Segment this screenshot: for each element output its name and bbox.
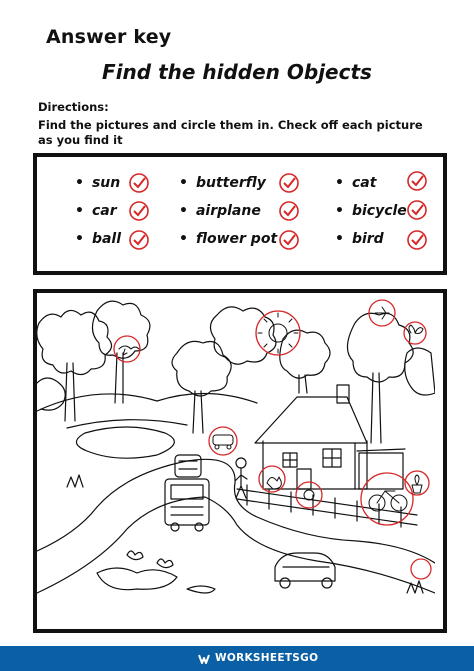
directions-heading: Directions:	[38, 100, 109, 114]
word-label: bicycle	[351, 203, 407, 219]
word-item-cat: • cat	[335, 175, 377, 191]
word-label: ball	[91, 231, 122, 247]
word-label: bird	[351, 231, 384, 247]
checkmark-icon[interactable]	[279, 230, 299, 250]
word-item-bicycle: • bicycle	[335, 203, 407, 219]
word-list-box	[33, 153, 447, 275]
word-label: sun	[91, 175, 121, 191]
grass	[67, 475, 83, 487]
person	[235, 458, 247, 498]
word-label: cat	[351, 175, 377, 191]
worksheetsgo-logo-icon	[197, 652, 211, 666]
cat-icon	[267, 477, 281, 489]
page-title: Find the hidden Objects	[102, 60, 372, 84]
checkmark-icon[interactable]	[407, 171, 427, 191]
word-item-ball: • ball	[75, 231, 122, 247]
checkmark-icon[interactable]	[407, 230, 427, 250]
word-item-flower-pot: • flower pot	[179, 231, 278, 247]
word-label: airplane	[195, 203, 261, 219]
ball-circle	[296, 482, 322, 508]
word-label: butterfly	[195, 175, 266, 191]
word-item-sun: • sun	[75, 175, 121, 191]
trees-middle	[172, 307, 330, 433]
airplane-icon	[375, 307, 389, 319]
butterfly-icon	[409, 325, 423, 334]
answer-key-label: Answer key	[46, 26, 172, 48]
trees-right	[347, 313, 435, 443]
hills-outline	[37, 393, 257, 411]
word-item-airplane: • airplane	[179, 203, 261, 219]
checkmark-icon[interactable]	[407, 200, 427, 220]
scene-illustration	[37, 293, 435, 621]
checkmark-icon[interactable]	[129, 201, 149, 221]
directions-text: Find the pictures and circle them in. Check off each picture as you find it	[38, 118, 423, 147]
sun-icon	[269, 324, 287, 342]
bus-large	[165, 479, 209, 531]
answer-circles	[114, 300, 431, 579]
word-label: flower pot	[195, 231, 278, 247]
footer-brand: WORKSHEETSGO	[215, 652, 319, 664]
lake	[76, 427, 174, 458]
checkmark-icon[interactable]	[279, 173, 299, 193]
checkmark-icon[interactable]	[279, 201, 299, 221]
chimney	[337, 385, 349, 403]
flower-pot-icon	[412, 475, 422, 493]
word-item-butterfly: • butterfly	[179, 175, 266, 191]
footer-bar	[0, 646, 474, 671]
word-item-car: • car	[75, 203, 117, 219]
sun-circle	[256, 311, 300, 355]
hidden-objects-scene	[33, 289, 447, 633]
checkmark-icon[interactable]	[129, 230, 149, 250]
word-label: car	[91, 203, 117, 219]
bus-small	[175, 455, 201, 477]
small-item-circle	[411, 559, 431, 579]
word-item-bird: • bird	[335, 231, 384, 247]
checkmark-icon[interactable]	[129, 173, 149, 193]
car-icon	[213, 435, 233, 445]
lily-pond	[97, 551, 215, 593]
